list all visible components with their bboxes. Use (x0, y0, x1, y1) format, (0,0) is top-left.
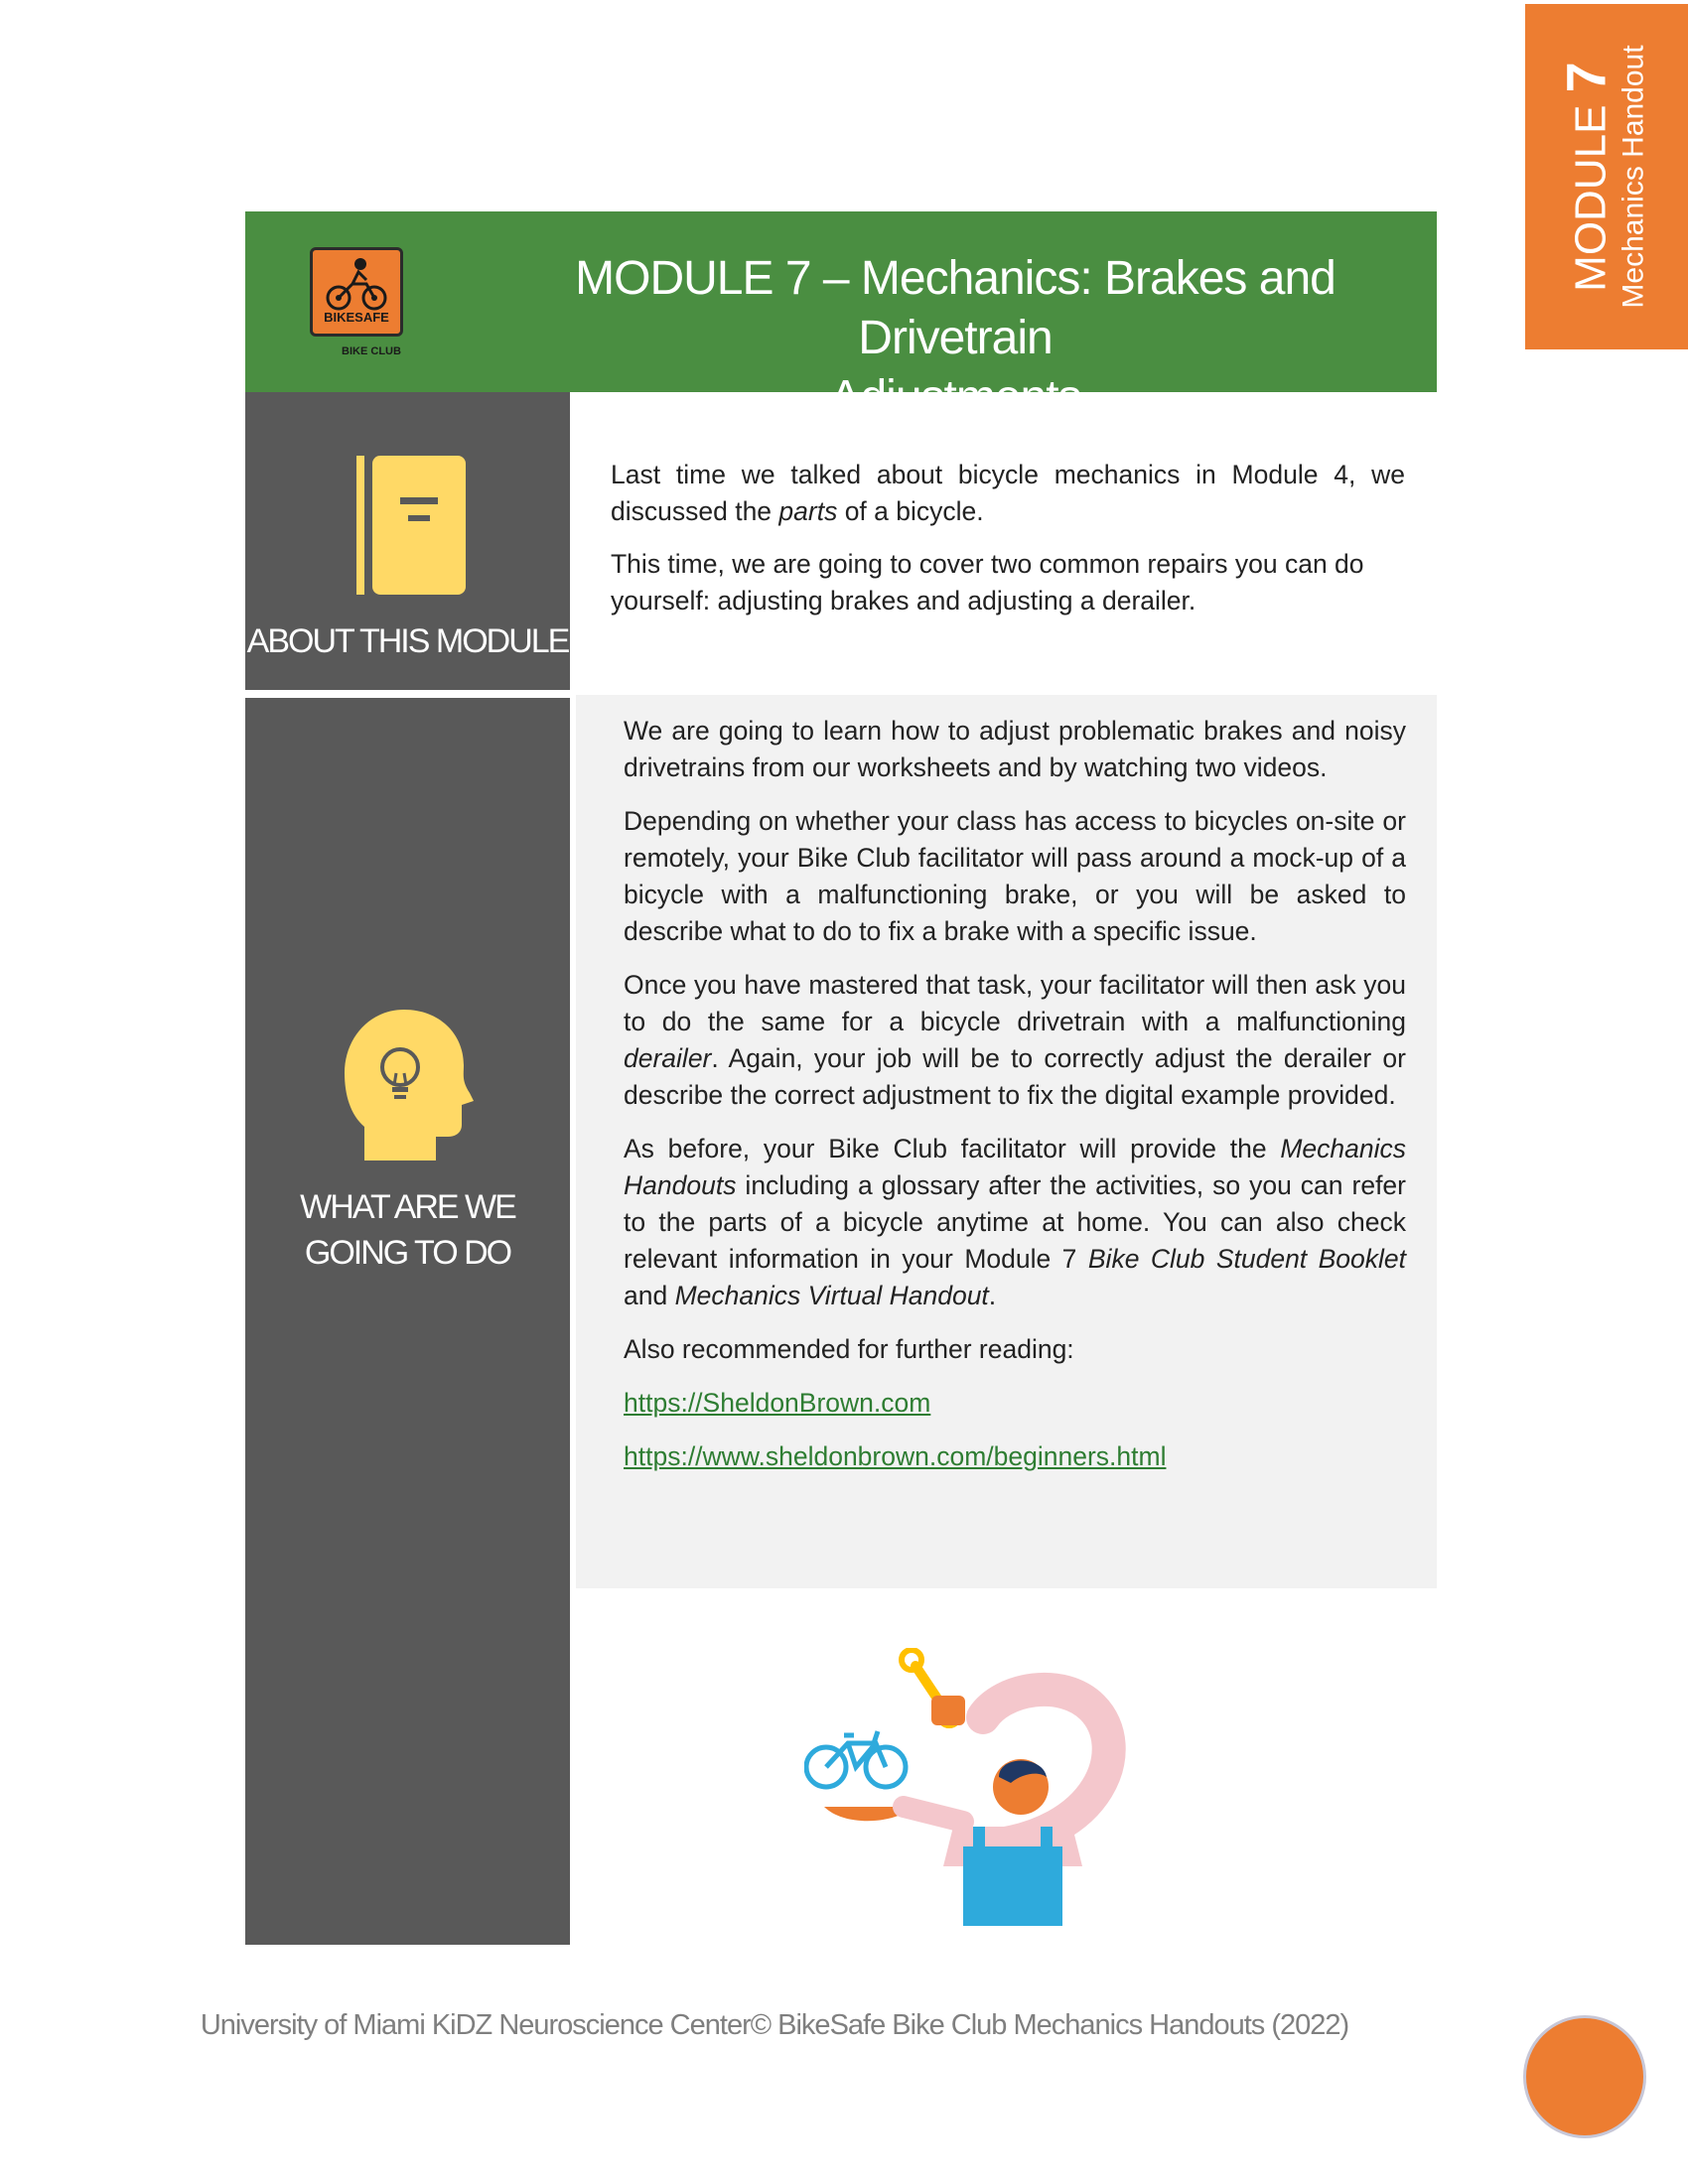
side-tab-text (1554, 45, 1652, 309)
what-section-text (624, 713, 1406, 1492)
further-reading-label: Also recommended for further reading: (624, 1334, 1074, 1364)
what-paragraph-3: Once you have mastered that task, your facilitator will then ask you to do the same for a bicycle drivetrain with a malfunctioning derailer. Again, your job will be to correctly adjust the derailer or describe the correct adjustment to fix the digital example provided. (624, 970, 1406, 1110)
sheldonbrown-beginners-link[interactable]: https://www.sheldonbrown.com/beginners.html (624, 1441, 1167, 1471)
title-line-2: Adjustments (829, 371, 1081, 424)
mechanic-illustration (804, 1648, 1182, 1926)
what-label-line-1: WHAT ARE WE (300, 1188, 515, 1226)
what-section-label (245, 1184, 570, 1276)
logo-text: BIKESAFE (324, 310, 389, 325)
logo-subtext: BIKE CLUB (342, 345, 401, 357)
cyclist-icon (323, 254, 392, 312)
title-line-1: MODULE 7 – Mechanics: Brakes and Drivetrain (575, 252, 1336, 364)
page-title (513, 249, 1397, 428)
page-number-circle (1523, 2015, 1646, 2138)
head-lightbulb-icon (345, 1010, 474, 1160)
module-side-tab (1525, 4, 1688, 349)
about-section-label: ABOUT THIS MODULE (246, 622, 569, 660)
bikesafe-logo (310, 247, 403, 337)
book-icon (356, 456, 466, 595)
about-paragraph-2: This time, we are going to cover two common repairs you can do yourself: adjusting brakes and adjusting a derailer. (611, 549, 1364, 615)
side-tab-module: MODULE 7 (1554, 62, 1618, 292)
what-label-line-2: GOING TO DO (304, 1234, 511, 1272)
left-sidebar (245, 392, 570, 1945)
about-section-text (611, 457, 1405, 635)
title-banner (245, 211, 1437, 424)
sidebar-divider (245, 690, 570, 698)
side-tab-subtitle: Mechanics Handout (1617, 45, 1650, 309)
page-footer: University of Miami KiDZ Neuroscience Center© BikeSafe Bike Club Mechanics Handouts (2022) (200, 2009, 1349, 2041)
about-paragraph-1: Last time we talked about bicycle mechanics in Module 4, we discussed the parts of a bicycle. (611, 460, 1405, 526)
what-section-box (576, 695, 1437, 1588)
what-paragraph-1: We are going to learn how to adjust problematic brakes and noisy drivetrains from our worksheets and by watching two videos. (624, 716, 1406, 782)
what-paragraph-2: Depending on whether your class has access to bicycles on-site or remotely, your Bike Club facilitator will pass around a mock-up of a bicycle with a malfunctioning brake, or you will be asked to describe what to do to fix a brake with a specific issue. (624, 806, 1406, 946)
what-paragraph-4: As before, your Bike Club facilitator will provide the Mechanics Handouts including a glossary after the activities, so you can refer to the parts of a bicycle anytime at home. You can also check relevant information in your Module 7 Bike Club Student Booklet and Mechanics Virtual Handout. (624, 1134, 1407, 1310)
sheldonbrown-link[interactable]: https://SheldonBrown.com (624, 1388, 931, 1418)
